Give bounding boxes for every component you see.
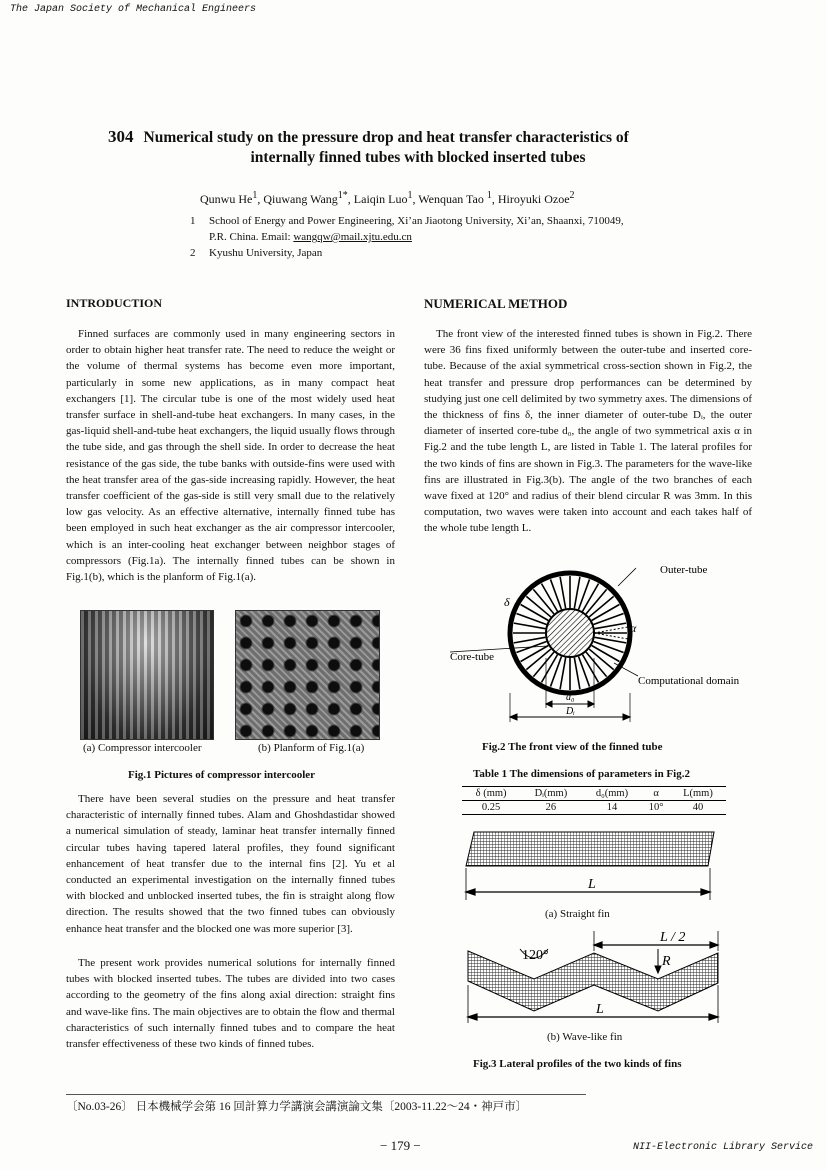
outer-tube-label: Outer-tube — [660, 564, 708, 576]
straight-fin-mesh — [466, 832, 714, 866]
numerical-method-paragraph-1: The front view of the interested finned tubes is shown in Fig.2. There were 36 fins fixed uniformly between the outer-tube and inserted core-tube. Because of the axial symmetrical cross-section shown in Fig.2, the heat transfer and pressure drop performances can be determined by studying just one cell delimited by two symmetry axes. The dimensions of the thickness of fins δ, the inner diameter of outer-tube Dᵢ, the outer diameter of inserted core-tube d₀, the angle of two symmetrical axis α in Fig.2 and the tube length L, are listed in Table 1. The lateral profiles for the two kinds of fins are shown in Fig.3. The parameters for the wave-like fins are illustrated in Fig.3(b). The angle of the two branches of each wave fixed at 120° and radius of their blend circular R was 3mm. In this computation, two waves were taken into account and each takes half of the whole tube length L. — [424, 328, 752, 535]
figure-3b-caption: (b) Wave-like fin — [547, 1031, 623, 1043]
fin — [516, 614, 546, 625]
figure-1b-caption: (b) Planform of Fig.1(a) — [258, 742, 365, 754]
table-header: δ (mm) — [462, 787, 520, 801]
half-length-dimension — [594, 942, 718, 948]
author: Hiroyuki Ozoe$^2$ — [497, 190, 575, 206]
length-label: L — [588, 877, 596, 892]
figure-1-caption: Fig.1 Pictures of compressor intercooler — [128, 769, 316, 781]
introduction-heading: INTRODUCTION — [66, 296, 163, 310]
fin — [542, 584, 558, 612]
title-line-1: Numerical study on the pressure drop and heat transfer characteristics of — [143, 129, 629, 146]
fin — [551, 656, 562, 686]
fin — [560, 658, 566, 690]
fin — [579, 656, 590, 686]
figure-3-caption: Fig.3 Lateral profiles of the two kinds of fins — [473, 1058, 682, 1070]
wave-like-fin-diagram — [462, 927, 722, 1027]
author: Laiqin Luo$^1$ — [353, 190, 413, 206]
planform-photo — [235, 610, 380, 740]
fin — [574, 658, 580, 690]
fin — [514, 623, 546, 629]
author: Qiuwang Wang$^{1*}$ — [263, 190, 348, 206]
wave-length-label: L — [596, 1002, 604, 1017]
fin — [574, 577, 580, 609]
fin — [521, 646, 549, 662]
fin — [551, 579, 562, 609]
parameters-table — [462, 786, 726, 815]
alpha-label: α — [630, 621, 637, 635]
fin — [560, 577, 566, 609]
table-cell: 10° — [642, 801, 670, 815]
table-header: d₀(mm) — [582, 787, 643, 801]
figure-3a-caption: (a) Straight fin — [545, 908, 610, 920]
fin — [592, 605, 620, 621]
figure-2-caption: Fig.2 The front view of the finned tube — [482, 741, 663, 753]
affiliation-2: 2 Kyushu University, Japan — [190, 247, 323, 259]
table-cell: 0.25 — [462, 801, 520, 815]
author: Wenquan Tao $^1$ — [418, 190, 492, 206]
compressor-intercooler-photo — [80, 610, 214, 740]
wave-length-dimension — [468, 1014, 718, 1020]
table-header: Dᵢ(mm) — [520, 787, 581, 801]
library-banner: NII-Electronic Library Service — [632, 1142, 813, 1153]
footer-rule — [66, 1094, 586, 1095]
numerical-method-heading: NUMERICAL METHOD — [424, 296, 568, 311]
fin — [579, 579, 590, 609]
radius-arrow — [655, 949, 661, 973]
table-cell: 40 — [670, 801, 726, 815]
introduction-paragraph-2: There have been several studies on the pressure and heat transfer characteristic of internally finned tubes. Alam and Ghoshdastidar showed a numerical simulation of steady, laminar heat transfer internally finned circular tubes having tapered lateral profiles, they found significant enhancement of heat transfer due to the internal fins [2]. Yu et al conducted an experimental investigation on the internally finned tubes with blocked and unblocked inserted tubes, the fin is straight along flow direction. The results showed that the two finned tubes can obviously enhance heat transfer and the blocked one was more superior [3]. — [66, 793, 395, 935]
table-header: L(mm) — [670, 787, 726, 801]
finned-tube-front-view-diagram — [440, 558, 760, 738]
proceedings-footer: 〔No.03-26〕 日本機械学会第 16 回計算力学講演会講演論文集〔2003-11.22～24・神戸市〕 — [66, 1101, 528, 1113]
title-line-2: internally finned tubes with blocked inserted tubes — [250, 149, 586, 166]
fin — [595, 637, 627, 643]
fin — [595, 623, 627, 629]
d0-label: d₀ — [566, 692, 575, 703]
figure-1a-caption: (a) Compressor intercooler — [83, 742, 202, 754]
fin — [514, 637, 546, 643]
affiliation-1-contact: P.R. China. Email: wangqw@mail.xjtu.edu.cn — [209, 231, 412, 243]
author-list: Qunwu He$^1$, Qiuwang Wang$^{1*}$, Laiqin Luo$^1$, Wenquan Tao $^1$, Hiroyuki Ozoe$^2$ — [200, 190, 575, 206]
angle-label: 120° — [522, 948, 549, 963]
society-banner: The Japan Society of Mechanical Engineers — [10, 4, 257, 15]
computational-domain-label: Computational domain — [638, 675, 740, 687]
wave-fin-mesh — [468, 951, 718, 1011]
introduction-paragraph-1: Finned surfaces are commonly used in many engineering sectors in order to obtain higher heat transfer rate. The need to reduce the weight or the volume of thermal systems has become even more important, particularly in some new applications, as in many compact heat exchangers [1]. The circular tube is one of the most widely used heat transfer surface in shell-and-tube heat exchangers. In many cases, in the gas-liquid shell-and-tube heat exchangers, the liquid usually flows through the tube side, and gas through the shell side. In order to decrease the heat resistance of the gas side, the tube banks with outside-fins were used with the heat transfer area of the gas-side increasing rapidly. However, the heat transfer coefficient of the gas-side is still very small due to the relatively low gas velocity. As an effective alternative, internally finned tube has been employed in such heat exchanger as the air compressor intercooler, which is an inter-cooling heat exchanger between neighbor stages of compressors (Fig.1a). The internally finned tubes can be shown in Fig.1(b), which is the planform of Fig.1(a). — [66, 328, 396, 584]
introduction-paragraph-3: The present work provides numerical solutions for internally finned tubes with blocked inserted tubes. The tubes are divided into two cases according to the geometry of the fins along axial direction: straight fins and wave-like fins. The main objectives are to obtain the flow and thermal characteristics of such internally finned tubes and to compare the heat transfer effectiveness of these two kinds of finned tubes. — [66, 957, 395, 1051]
affiliation-1: 1 School of Energy and Power Engineering, Xi’an Jiaotong University, Xi’an, Shaanxi, 710049, — [190, 215, 624, 227]
half-length-label: L / 2 — [660, 930, 686, 945]
di-label: Dᵢ — [566, 706, 575, 717]
paper-title — [108, 127, 728, 168]
affiliations — [190, 213, 624, 261]
email-link[interactable]: wangqw@mail.xjtu.edu.cn — [293, 231, 412, 243]
core-tube — [546, 609, 594, 657]
table-1-caption: Table 1 The dimensions of parameters in Fig.2 — [473, 768, 690, 780]
fin — [592, 646, 620, 662]
author: Qunwu He$^1$ — [200, 190, 258, 206]
fin — [593, 614, 623, 625]
table-cell: 26 — [520, 801, 581, 815]
radius-label: R — [662, 954, 671, 969]
paper-number: 304 — [108, 127, 134, 146]
table-header: α — [642, 787, 670, 801]
page-number: − 179 − — [380, 1138, 421, 1153]
delta-label: δ — [504, 595, 510, 609]
straight-fin-diagram — [462, 826, 722, 902]
fin — [521, 605, 549, 621]
fin — [593, 642, 623, 653]
core-tube-label: Core-tube — [450, 651, 494, 663]
fin — [583, 655, 599, 683]
fin — [542, 655, 558, 683]
fin — [583, 584, 599, 612]
table-cell: 14 — [582, 801, 643, 815]
